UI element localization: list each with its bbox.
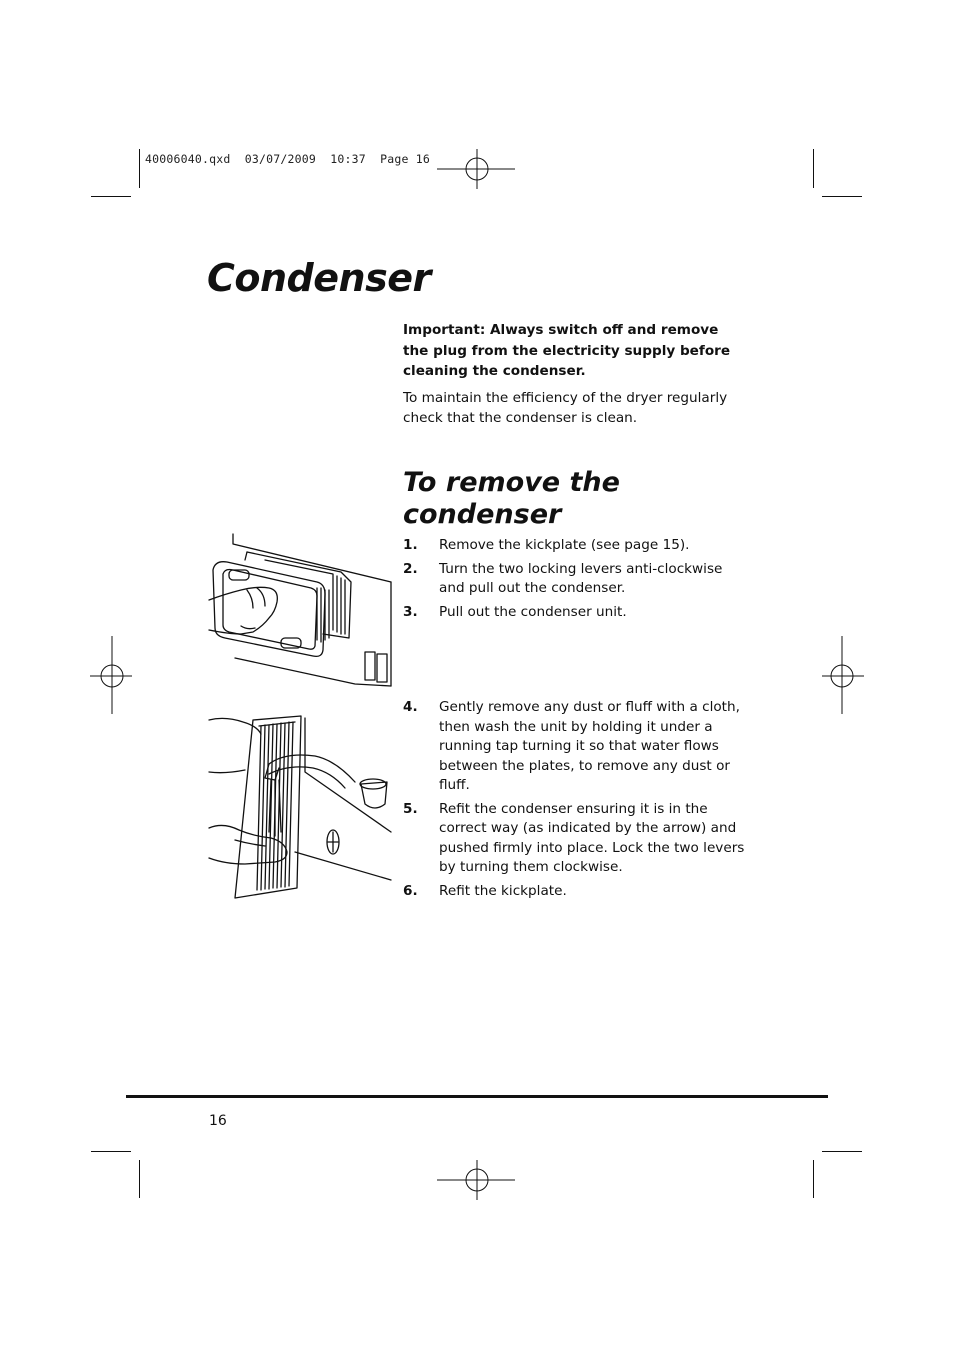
page-title: Condenser xyxy=(207,256,431,300)
registration-mark-icon xyxy=(822,636,864,716)
step-item xyxy=(403,882,748,902)
step-list xyxy=(403,698,748,905)
step-number: 2. xyxy=(403,560,418,577)
crop-mark xyxy=(813,1160,814,1198)
registration-mark-icon xyxy=(437,1160,517,1200)
step-item xyxy=(403,698,748,796)
registration-mark-icon xyxy=(437,149,517,189)
condenser-washing-illustration xyxy=(205,712,395,902)
registration-mark-icon xyxy=(90,636,132,716)
crop-mark xyxy=(139,149,140,188)
safety-warning: Important: Always switch off and remove the plug from the electricity supply before cleaning the condenser. xyxy=(403,322,731,379)
step-text: Turn the two locking levers anti-clockwise and pull out the condenser. xyxy=(439,560,723,596)
step-text: Remove the kickplate (see page 15). xyxy=(439,537,690,553)
crop-mark xyxy=(822,196,862,197)
step-number: 5. xyxy=(403,800,418,817)
section-heading: To remove the condenser xyxy=(403,467,620,530)
crop-mark xyxy=(813,149,814,188)
step-item xyxy=(403,536,748,556)
step-text: Pull out the condenser unit. xyxy=(439,603,627,620)
print-slug: 40006040.qxd 03/07/2009 10:37 Page 16 xyxy=(145,152,430,166)
crop-mark xyxy=(139,1160,140,1198)
page-number: 16 xyxy=(209,1113,227,1129)
intro-section xyxy=(403,320,748,435)
step-number: 6. xyxy=(403,882,418,899)
step-text: Gently remove any dust or fluff with a cloth, then wash the unit by holding it under a running tap turning it so that water flows between the plates, to remove any dust or fluff. xyxy=(439,699,740,793)
step-text: Refit the condenser ensuring it is in the correct way (as indicated by the arrow) and pushed firmly into place. Lock the two levers by turning them clockwise. xyxy=(439,800,745,875)
footer-rule xyxy=(126,1095,828,1098)
condenser-removal-illustration xyxy=(205,530,395,690)
crop-mark xyxy=(822,1151,862,1152)
intro-paragraph: To maintain the efficiency of the dryer regularly check that the condenser is clean. xyxy=(403,389,728,426)
step-number: 4. xyxy=(403,699,418,715)
crop-mark xyxy=(91,1151,131,1152)
step-number: 1. xyxy=(403,537,418,553)
step-item xyxy=(403,800,748,878)
step-number: 3. xyxy=(403,603,418,620)
crop-mark xyxy=(91,196,131,197)
step-item xyxy=(403,560,748,599)
step-item xyxy=(403,603,748,623)
step-text: Refit the kickplate. xyxy=(439,882,567,899)
step-list xyxy=(403,536,748,626)
